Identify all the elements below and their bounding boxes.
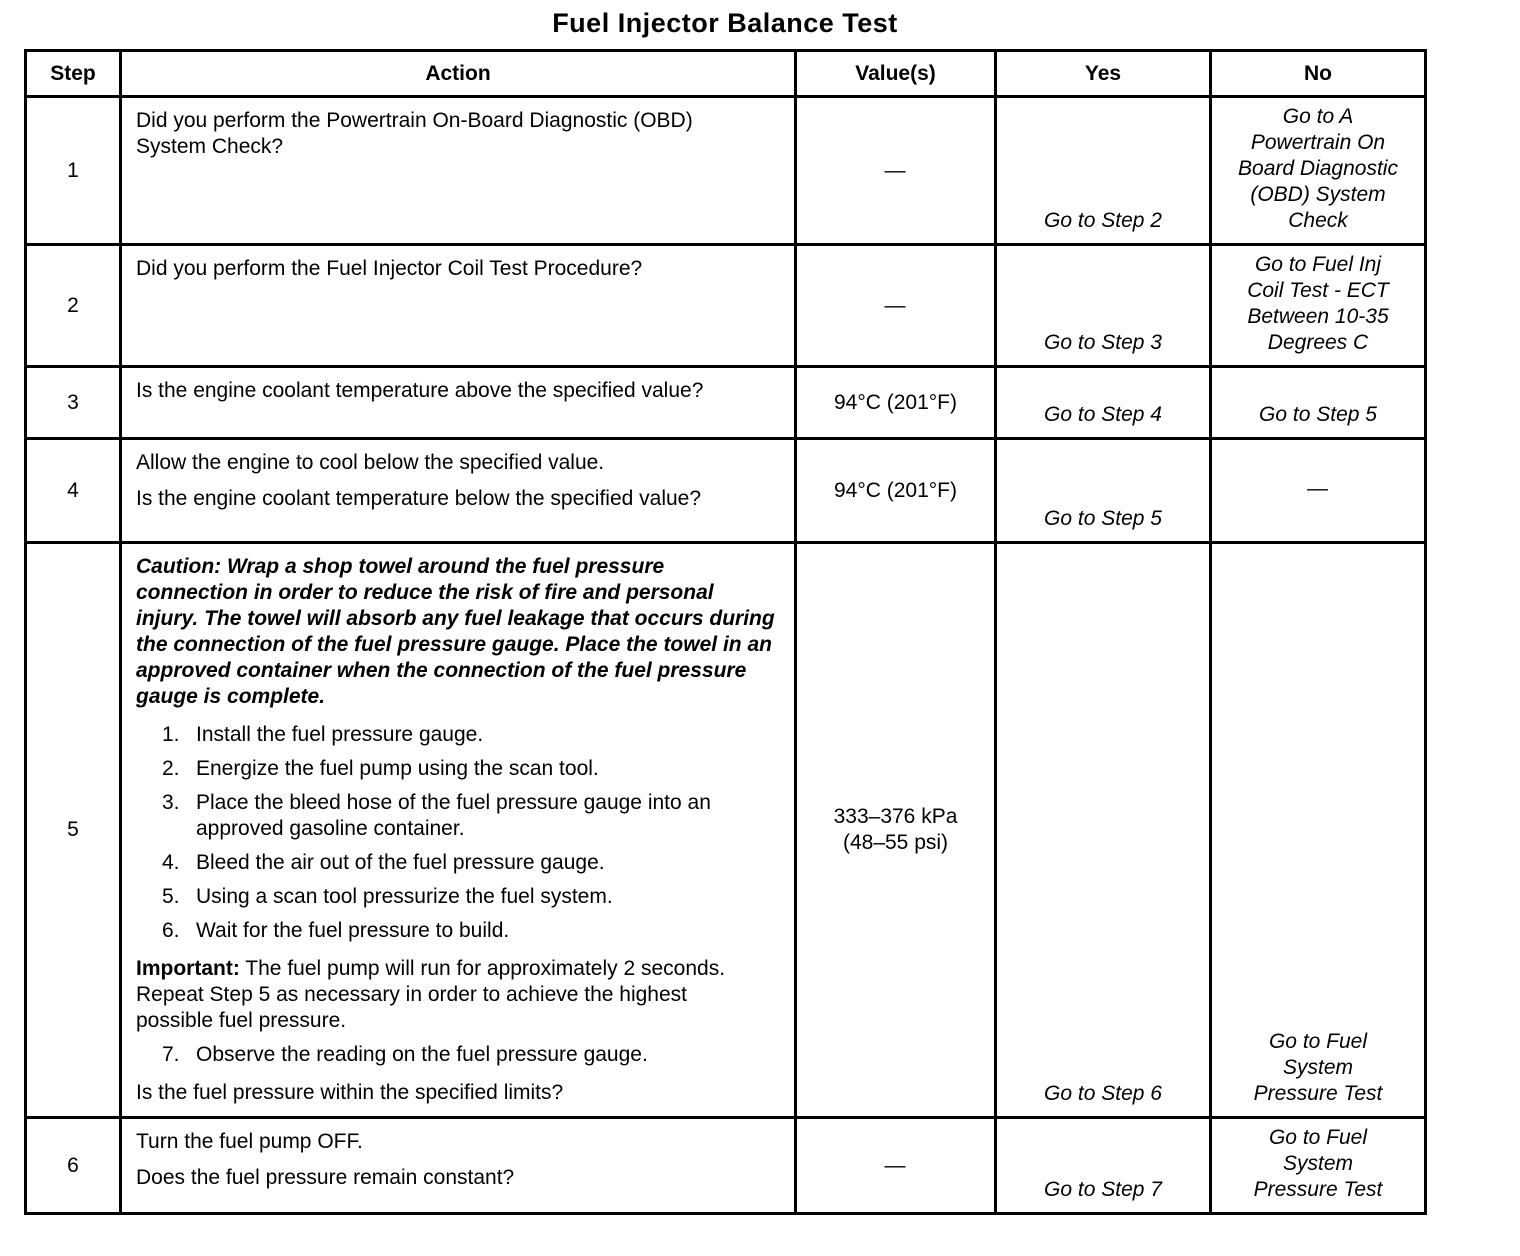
goto-text: Go to Step 6 [1044,1082,1162,1105]
step-cell [26,367,121,439]
step-item-number: 5. [162,885,180,908]
step-number: 6 [67,1153,79,1177]
important-note [136,956,736,1034]
action-cell [121,245,796,367]
step-list-item [162,1042,777,1068]
goto-text: Go to Step 4 [1044,403,1162,426]
column-header-values: Value(s) [796,51,996,97]
value-text: — [884,293,907,317]
goto-text: Go to Fuel System Pressure Test [1253,1126,1383,1201]
action-text: Did you perform the Fuel Injector Coil Test Procedure? [136,257,643,280]
yes-cell [996,245,1211,367]
column-header-yes: Yes [996,51,1211,97]
step-list-item [162,756,777,782]
action-cell [121,439,796,543]
table-row [26,543,1426,1118]
table-row [26,439,1426,543]
values-cell [796,97,996,245]
step-number: 4 [67,478,79,502]
values-cell [796,1118,996,1214]
goto-text: Go to Fuel Inj Coil Test - ECT Between 10-35 Degrees C [1247,253,1389,354]
action-cell [121,367,796,439]
step-item-text: Observe the reading on the fuel pressure gauge. [196,1043,648,1066]
action-text: Allow the engine to cool below the specified value. [136,451,605,474]
step-item-number: 1. [162,723,180,746]
yes-cell [996,97,1211,245]
action-text: Turn the fuel pump OFF. [136,1130,363,1153]
step-item-number: 2. [162,757,180,780]
value-text: 333–376 kPa [833,805,958,828]
goto-text: Go to Step 3 [1044,331,1162,354]
value-text: 94°C (201°F) [833,478,957,502]
step-number: 3 [67,390,79,414]
table-row [26,367,1426,439]
step-item-number: 4. [162,851,180,874]
column-header-action: Action [121,51,796,97]
table-row [26,1118,1426,1214]
table-row [26,97,1426,245]
value-text: — [884,158,907,182]
step-item-number: 6. [162,919,180,942]
important-label: Important: [136,957,240,980]
step-cell [26,543,121,1118]
step-cell [26,439,121,543]
goto-text: Go to Step 7 [1044,1178,1162,1201]
action-cell [121,1118,796,1214]
action-cell [121,543,796,1118]
step-item-text: Bleed the air out of the fuel pressure gauge. [196,851,605,874]
document-page [24,8,1426,1215]
action-text: Is the engine coolant temperature above the specified value? [136,379,704,402]
no-cell [1211,245,1426,367]
step-cell [26,1118,121,1214]
important-text: The fuel pump will run for approximately 2 seconds. Repeat Step 5 as necessary in order to achieve the highest possible fuel pressure. [136,957,726,1032]
yes-cell [996,367,1211,439]
action-cell [121,97,796,245]
table-header-row [26,51,1426,97]
action-text: Is the engine coolant temperature below the specified value? [136,487,702,510]
step-item-text: Place the bleed hose of the fuel pressure gauge into an approved gasoline container. [196,791,711,840]
step-cell [26,245,121,367]
yes-cell [996,1118,1211,1214]
step-list-item [162,790,777,842]
action-text: Did you perform the Powertrain On-Board Diagnostic (OBD) System Check? [136,109,693,158]
step-list-item [162,850,777,876]
goto-text: Go to Step 5 [1259,403,1377,426]
values-cell [796,245,996,367]
column-header-no: No [1211,51,1426,97]
step-item-text: Install the fuel pressure gauge. [196,723,484,746]
values-cell [796,543,996,1118]
caution-text: Caution: Wrap a shop towel around the fuel pressure connection in order to reduce the risk of fire and personal injury. The towel will absorb any fuel leakage that occurs during the connection of the fuel pressure gauge. Place the towel in an approved container when the connection of the fuel pressure gauge is complete. [136,555,775,708]
no-cell [1211,439,1426,543]
step-item-text: Wait for the fuel pressure to build. [196,919,510,942]
yes-cell [996,439,1211,543]
goto-text: Go to Fuel System Pressure Test [1253,1030,1383,1105]
column-header-step: Step [26,51,121,97]
step-list-item [162,722,777,748]
no-cell [1211,367,1426,439]
goto-text: Go to Step 2 [1044,209,1162,232]
value-text: — [884,1153,907,1177]
value-text: — [1307,477,1329,500]
step-item-text: Energize the fuel pump using the scan tool. [196,757,599,780]
final-question: Is the fuel pressure within the specified limits? [136,1081,564,1104]
step-item-number: 3. [162,791,180,814]
values-cell [796,367,996,439]
page-title: Fuel Injector Balance Test [552,8,898,38]
step-item-number: 7. [162,1043,180,1066]
fuel-injector-balance-test-table [24,49,1427,1215]
step-list-item [162,884,777,910]
action-text: Does the fuel pressure remain constant? [136,1166,515,1189]
step-number: 2 [67,293,79,317]
table-row [26,245,1426,367]
step-number: 1 [67,158,79,182]
value-text: 94°C (201°F) [833,390,957,414]
goto-text: Go to A Powertrain On Board Diagnostic (OBD) System Check [1238,105,1398,232]
no-cell [1211,1118,1426,1214]
step-item-text: Using a scan tool pressurize the fuel system. [196,885,613,908]
no-cell [1211,543,1426,1118]
step-cell [26,97,121,245]
value-text: (48–55 psi) [842,831,949,854]
yes-cell [996,543,1211,1118]
step-list-item [162,918,777,944]
no-cell [1211,97,1426,245]
values-cell [796,439,996,543]
step-number: 5 [67,818,79,841]
goto-text: Go to Step 5 [1044,507,1162,530]
